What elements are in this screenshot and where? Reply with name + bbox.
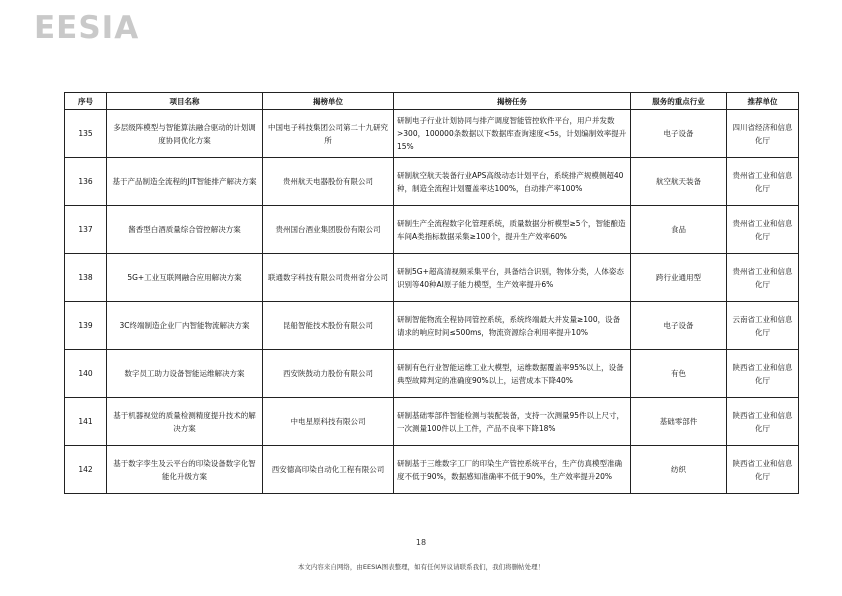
row-recommender: 云南省工业和信息化厅: [727, 302, 799, 350]
table-header-row: [65, 93, 799, 110]
row-unit: 贵州航天电器股份有限公司: [263, 158, 394, 206]
table-row: [65, 110, 799, 158]
row-no: 141: [65, 398, 107, 446]
row-recommender: 陕西省工业和信息化厅: [727, 398, 799, 446]
header-no: 序号: [65, 93, 107, 110]
row-recommender: 陕西省工业和信息化厅: [727, 446, 799, 494]
row-industry: 纺织: [631, 446, 727, 494]
row-no: 138: [65, 254, 107, 302]
row-unit: 西安陕鼓动力股份有限公司: [263, 350, 394, 398]
row-no: 136: [65, 158, 107, 206]
row-no: 140: [65, 350, 107, 398]
header-project-name: 项目名称: [107, 93, 263, 110]
row-unit: 中电星原科技有限公司: [263, 398, 394, 446]
row-unit: 西安德高印染自动化工程有限公司: [263, 446, 394, 494]
row-task: 研制航空航天装备行业APS高级动态计划平台，系统排产规模侧超40种，制造全流程计划覆盖率达100%，自动排产率100%: [394, 158, 631, 206]
row-task: 研制电子行业计划协同与排产调度智能管控软件平台，用户并发数>300，100000条数据以下数据库查询速度<5s，计划编制效率提升15%: [394, 110, 631, 158]
row-task: 研制智能物流全程协同管控系统，系统终端最大并发量≥100，设备请求的响应时间≤500ms，物流资源综合利用率提升10%: [394, 302, 631, 350]
row-project-name: 酱香型白酒质量综合管控解决方案: [107, 206, 263, 254]
row-task: 研制基于三维数字工厂的印染生产管控系统平台，生产仿真模型准确度不低于90%，数据感知准确率不低于90%，生产效率提升20%: [394, 446, 631, 494]
row-project-name: 基于数字孪生及云平台的印染设备数字化智能化升级方案: [107, 446, 263, 494]
row-project-name: 数字员工助力设备智能运维解决方案: [107, 350, 263, 398]
row-task: 研制基础零部件智能检测与装配装备，支持一次测量95件以上尺寸，一次测量100件以上工件，产品不良率下降18%: [394, 398, 631, 446]
row-task: 研制有色行业智能运维工业大模型，运维数据覆盖率95%以上，设备典型故障判定的准确度90%以上，运营成本下降40%: [394, 350, 631, 398]
row-recommender: 陕西省工业和信息化厅: [727, 350, 799, 398]
row-unit: 中国电子科技集团公司第二十九研究所: [263, 110, 394, 158]
row-industry: 航空航天装备: [631, 158, 727, 206]
row-industry: 电子设备: [631, 110, 727, 158]
row-industry: 基础零部件: [631, 398, 727, 446]
eesia-logo: EESIA: [34, 10, 140, 46]
row-project-name: 3C终端制造企业厂内智能物流解决方案: [107, 302, 263, 350]
row-industry: 有色: [631, 350, 727, 398]
header-industry: 服务的重点行业: [631, 93, 727, 110]
row-unit: 贵州国台酒业集团股份有限公司: [263, 206, 394, 254]
row-task: 研制生产全流程数字化管理系统，质量数据分析模型≥5个，智能酿造车间A类指标数据采集≥100个，提升生产效率60%: [394, 206, 631, 254]
row-industry: 电子设备: [631, 302, 727, 350]
row-recommender: 贵州省工业和信息化厅: [727, 206, 799, 254]
row-unit: 昆船智能技术股份有限公司: [263, 302, 394, 350]
row-recommender: 贵州省工业和信息化厅: [727, 254, 799, 302]
row-project-name: 基于机器视觉的质量检测精度提升技术的解决方案: [107, 398, 263, 446]
row-no: 137: [65, 206, 107, 254]
table-row: [65, 254, 799, 302]
page-number: 18: [415, 538, 427, 547]
table-row: [65, 446, 799, 494]
row-industry: 跨行业通用型: [631, 254, 727, 302]
footer-disclaimer: 本文内容来自网络，由EESIA图表整理，如有任何异议请联系我们，我们将删帖处理！: [297, 563, 545, 571]
row-unit: 联通数字科技有限公司贵州省分公司: [263, 254, 394, 302]
table-row: [65, 302, 799, 350]
row-no: 135: [65, 110, 107, 158]
row-industry: 食品: [631, 206, 727, 254]
table-row: [65, 350, 799, 398]
row-project-name: 基于产品制造全流程的JIT智能排产解决方案: [107, 158, 263, 206]
table-row: [65, 398, 799, 446]
header-task: 揭榜任务: [394, 93, 631, 110]
row-recommender: 贵州省工业和信息化厅: [727, 158, 799, 206]
row-recommender: 四川省经济和信息化厅: [727, 110, 799, 158]
header-recommender: 推荐单位: [727, 93, 799, 110]
header-unit: 揭榜单位: [263, 93, 394, 110]
row-no: 142: [65, 446, 107, 494]
row-project-name: 5G+工业互联网融合应用解决方案: [107, 254, 263, 302]
row-task: 研制5G+超高清视频采集平台，具备结合识别，物体分类，人体姿态识别等40种AI原子能力模型，生产效率提升6%: [394, 254, 631, 302]
table-row: [65, 158, 799, 206]
project-table: [64, 92, 799, 494]
table-row: [65, 206, 799, 254]
row-project-name: 多层级阵模型与智能算法融合驱动的计划调度协同优化方案: [107, 110, 263, 158]
row-no: 139: [65, 302, 107, 350]
